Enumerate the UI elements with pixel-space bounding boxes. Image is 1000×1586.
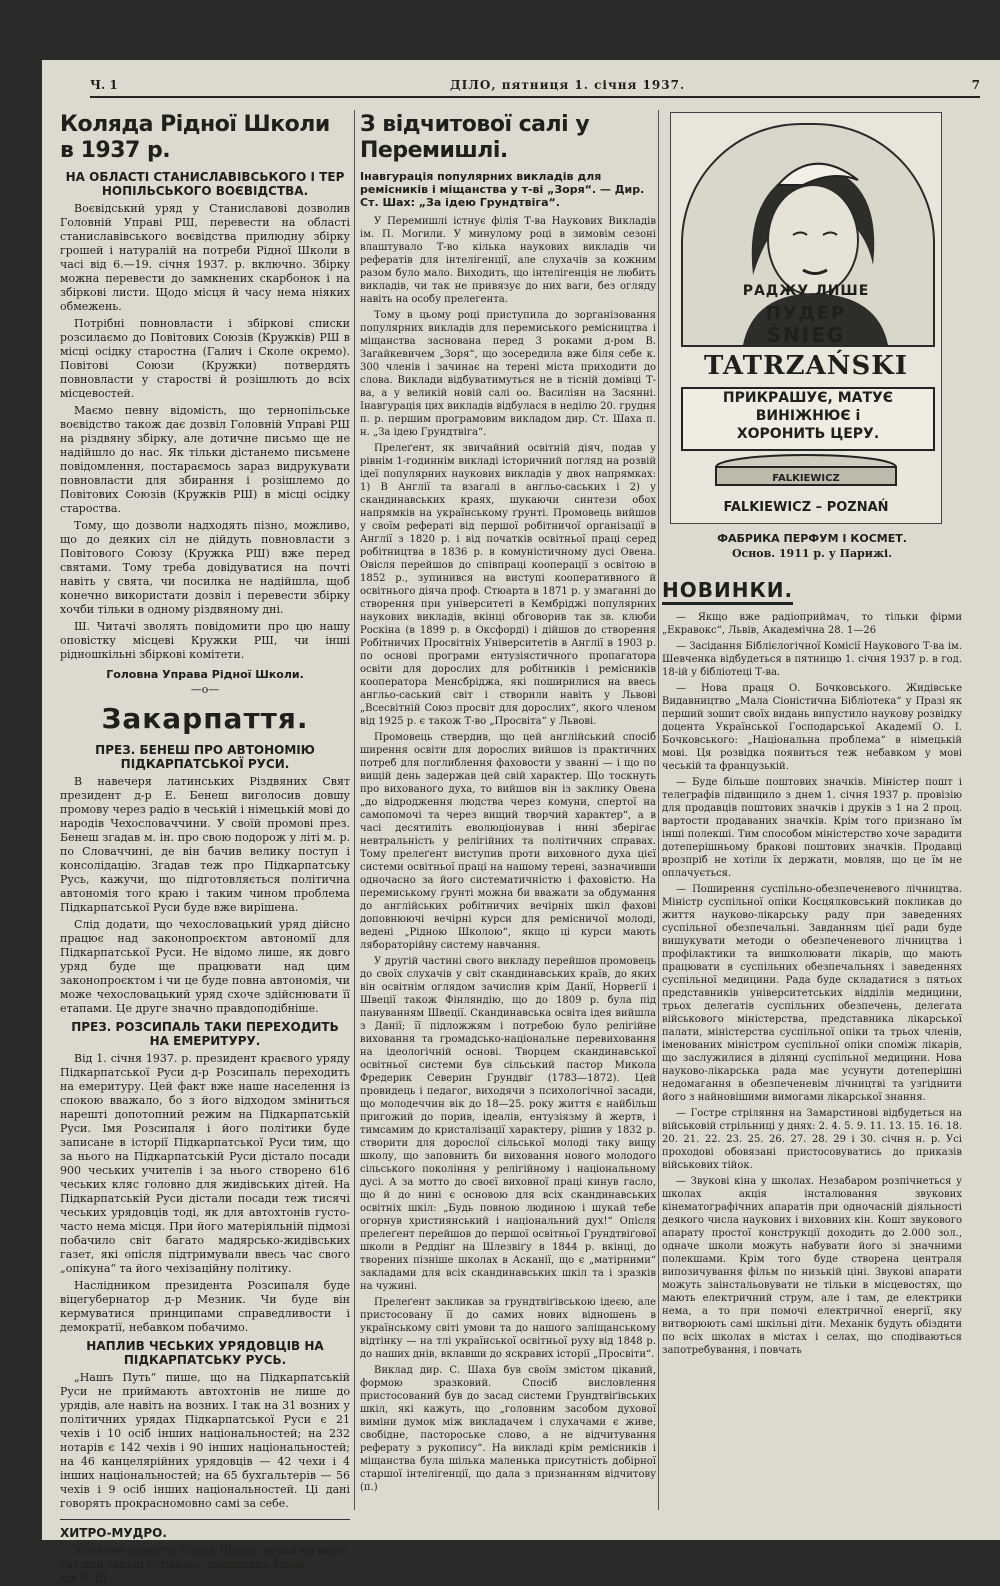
koliada-para: Воєвідський уряд у Станиславові дозволив Головній Управі РШ, перевести на області станиславівського воєвідства прилюдну збірку грошей і натуралій на потреби Рідної Школи в часі від 6.—19. січня 1937. р. включно. Збірку можна перевести до замкнених скарбонок і на збіркові листи. Щодо місця й часу нема ніяких обмежень. [60, 202, 350, 313]
ad-line-1: РАДЖУ ЛИШЕ [742, 283, 870, 299]
koliada-subtitle: НА ОБЛАСТІ СТАНИСЛАВІВСЬКОГО І ТЕР НОПІЛЬСЬКОГО ВОЄВІДСТВА. [65, 170, 345, 198]
column-divider-2 [658, 110, 659, 1510]
column-divider-1 [354, 110, 355, 1510]
ad-brand: TATRZAŃSKI [703, 351, 909, 381]
newspaper-page [42, 60, 1000, 1585]
ad-line-2: ПУДЕР [765, 303, 847, 324]
zak-heading-1: ПРЕЗ. БЕНЕШ ПРО АВТОНОМІЮ ПІДКАРПАТСЬКОЇ РУСИ. [95, 743, 315, 771]
issue-part: Ч. 1 [90, 78, 118, 92]
peremyshl-para: Тому в цьому році приступила до зорганізовання популярних викладів для перемиського ремісництва і міщанства заснована перед 3 роками д-ром В. Загайкевичем „Зоря“, що зосередила вже біля себе к. 300 членів і зачинає на терені міста приходити до слова. Виклади відбуватимуться не в тісній домівці Т-ва, а у великій новій салі оо. Василіян на Засянні. Інавгурація цих викладів відбулася в неділю 20. грудня п. р. першим програмовим викладом дир. Ст. Шаха п. н. „За ідею Грундтвіга“. [360, 310, 656, 438]
zak-heading-3: НАПЛИВ ЧЕСЬКИХ УРЯДОВЦІВ НА ПІДКАРПАТСЬКУ РУСЬ. [86, 1339, 324, 1367]
news-item: — Поширення суспільно-обезпеченевого лічництва. Міністр суспільної опіки Косцялковський покликав до життя науково-лікарську раду при заведеннях суспільної обезпечальні. Завданням цієї ради буде вишукувати методи о обезпеченевого лічництва і профілактики та вишколювати лікарів, що мають працювати в суспільних обезпечальнях і заведеннях суспільної медицини. Рада буде складатися з пятьох представників університетських відділів медицини, трьох делегатів суспільних обезпечень, делегата військового міністерства, представника лікарської палати, міністерства суспільної опіки та трьох членів, іменованих міністром суспільної опіки споміж лікарів, що заслужилися в ділянці суспільної медицини. Нова науково-лікарська рада має усунути дотеперішні недомагання в обезпеченевім лічництві та узгіднити його з найновішими вимогами лікарської знання. [662, 884, 962, 1103]
koliada-para: Маємо певну відомість, що тернопільське воєвідство також дає дозвіл Головній Управі РШ на різдвяну збірку, але дотичне письмо ще не надійшло до нас. Як тільки дістанемо письмене повідомлення, постараємось зараз видрукувати повновласти для збирання і розішлемо до Повітових Союзів (Кружків РШ) в місці осідку староства. [60, 404, 350, 515]
ad-slogan: ВИНІЖНЮЄ і [755, 408, 861, 424]
novynky-title: НОВИНКИ. [662, 578, 793, 605]
peremyshl-para: У Перемишлі істнує філія Т-ва Наукових Викладів ім. П. Могили. У минулому році в зимовім сезоні влаштувало Т-во кілька наукових викладів чи рефератів для інтелігенції, але слухачів за кожним разом було мало. Виходить, що інтелігенція не любить викладів, чи так не привязує до них ваги, без огляду навіть на особу прелегента. [360, 216, 656, 305]
powder-box-icon [711, 453, 901, 493]
peremyshl-title: З відчитової салі у Перемишлі. [360, 112, 590, 163]
column-right [662, 112, 962, 1360]
khytro-line: гає при закупі готівкою „правдивих бльок [60, 1558, 306, 1571]
ad-founded: Основ. 1911 р. у Парижі. [731, 547, 893, 560]
column-middle [360, 112, 656, 1497]
page-number: 7 [971, 78, 980, 92]
koliada-para: Тому, що дозволи надходять пізно, можливо, що до деяких сіл не дійдуть повновласти з Повітового Союзу (Кружка РШ) вже перед святами. Тому треба довідуватися на почті навіть у свята, чи посилка не надійшла, щоб конечно використати дозвіл і перевести збірку хочби тільки в одному різдвяному дні. [60, 519, 350, 616]
masthead-date: ДІЛО, пятниця 1. січня 1937. [450, 78, 686, 92]
section-separator: —o— [190, 683, 220, 696]
news-item: — Звукові кіна у школах. Незабаром розпічнеться у школах акція інсталювання звукових кінематографічних апаратів при одночасній діяльності деякого числа наукових і виховних кін. Кошт звукового апарату простої конструкції доходить до 2.000 зол., одначе школи можуть набувати його зі значними полекшами. Крім того буде створена централя випозичування фільм по низькій ціні. Звукові апарати можуть заінстальовувати не тільки в місцевостях, що мають електричний струм, але і там, де електрики нема, а то при помочі електричної енергії, яку витворюють самі шкільні діти. Механік будуть обізднти по всіх школах в містах і селах, що сподіваються запотребування, і повчать [662, 1176, 962, 1356]
news-item: — Буде більше поштових значків. Міністер пошт і телеграфів підвищило з днем 1. січня 1937 р. провізію для продавців поштових значків і друків з 1 на 2 проц. вартости продаваних значків. Крім того признано їм інші полекші. Тим способом міністерство хоче зарадити дотеперішньому бракові поштових значків. Продавці врозпріб не хотіли їх держати, мовляв, що це їм не оплачується. [662, 777, 962, 879]
peremyshl-para: Виклад дир. С. Шаха був своїм змістом цікавий, формою зразковий. Спосіб висловлення пристосований був до засад системи Грундтвіґівських шкіл, які кажуть, що „головним засобом духової виміни думок між викладачем і слухачами є живе, свобідне, пастороське слово, а не відчитування реферату з рукопису“. На викладі крім ремісників і міщанства була шілька маленька присутність добірної старшої інтелігенції, що дала з признанням відчитову (п.) [360, 1365, 656, 1493]
news-item: — Якщо вже радіоприймач, то тільки фірми „Екравокс“, Львів, Академічна 28. 1—26 [662, 612, 962, 636]
ad-box-label: FALKIEWICZ [772, 473, 840, 484]
column-left [60, 112, 350, 1586]
zakarpattia-title: Закарпаття. [101, 702, 309, 735]
zak-para: В навечеря латинських Різдвяних Свят президент д-р Е. Бенеш виголосив довшу промову через радіо в чеській і німецькій мові до народів Чехословаччини. У своїй промові през. Бенеш згадав м. ін. про свою подорож у літі м. р. по Словаччині, де він бачив велику поступ і консолідацію. Згадав теж про Підкарпатську Русь, кажучи, що підготовляється політична автономія того краю і таким чином проблема Підкарпатської Руси буде вже вирішена. [60, 775, 350, 914]
peremyshl-para: Промовець ствердив, що цей англійський спосіб ширення освіти для дорослих вийшов із практичних потреб для поглиблення фаховости у званні — і що по вищій день задержав цей свій характер. Що тоскнуть про вихованого духа, то вийшов він із заклику Овена „до відродження людства через комуни, спертої на самопомочі та через вищий творчий характер“, а в часі десятиліть еволюціонував і нині зберігає невтральність у релігійних та політичних справах. Тому прелеґент виступив проти виховного духа цієї системи освітньої праці на нашому терені, зазначивши одночасно за його систематичністю і фаховістю. На перемиському ґрунті можна би вважати за обдумання до англійських робітничих вечірніх шкіл фахові доповнюючі вечірні курси для ремісничої молоді, ведені „Рідною Школою“, якщо ці курси мають лябораторійну систему навчання. [360, 732, 656, 951]
divider [60, 1519, 350, 1520]
khytro-line: Хто хоче помогти Рідній Школі, нехай на мате [74, 1544, 346, 1557]
koliada-signature: Головна Управа Рідної Школи. [106, 668, 304, 681]
koliada-para: Потрібні повновласти і збіркові списки розсилаємо до Повітових Союзів (Кружків) РШ в місці осідку старостна (Галич і Сколе окремо). Повітові Союзи (Кружки) потвердять повновласти у старостві й розішлють до всіх місцевостей. [60, 317, 350, 400]
zak-para: Від 1. січня 1937. р. президент краєвого уряду Підкарпатської Руси д-р Розсипаль переходить на емеритуру. Цей факт вже наше населення із спокою вважало, бо з його відходом зміниться нарешті допотопний режим на Підкарпатській Руси. Імя Розсипаля і його політики буде записане в історії Підкарпатської Руси тим, що за нього на Підкарпатській Руси дістало посади 900 чеських учителів і за нього створено 616 чеських кляс головно для жидівських дітей. На Підкарпатській Руси дістали посади теж тисячі чеських урядовців тоді, як для автохтонів густо-часто нема місця. При його матеріяльній підмозі побачило світ багато мадярсько-жидівських газет, які опісля підтримували ввесь час свого „опікуна“ та його чехізаційну політику. [60, 1052, 350, 1275]
zak-para: Слід додати, що чехословацький уряд дійсно працює над законопроєктом автономії для Підкарпатської Руси. Не відомо лише, як довго уряд буде ще працювати над цим законопроєктом і чи це буде повна автономія, чи може чехословацький уряд схоче здійснювати її етапами. Це друге значно правдоподібніше. [60, 918, 350, 1015]
news-item: — Засідання Біблієлогічної Комісії Наукового Т-ва ім. Шевченка відбудеться в пятницю 1. січня 1937 р. в год. 18-ій у бібліотеці Т-ва. [662, 641, 962, 678]
page-header [90, 78, 980, 98]
zak-heading-2: ПРЕЗ. РОЗСИПАЛЬ ТАКИ ПЕРЕХОДИТЬ НА ЕМЕРИТУРУ. [71, 1020, 339, 1048]
koliada-para: Ш. Читачі зволять повідомити про цю нашу оповістку місцеві Кружки РШ, чи інші рідношкільні збіркові комітети. [60, 620, 350, 661]
zak-para: Наслідником президента Розсипаля буде віцегубернатор д-р Мезник. Чи буде він кермуватися принципами справедливости і демократії, небавком побачимо. [60, 1279, 350, 1334]
ad-slogan-box [681, 387, 935, 451]
zak-para: „Нашъ Путь“ пише, що на Підкарпатській Руси не приймають автохтонів не лише до урядів, але навіть на возних. І так на 31 возних у політичних урядах Підкарпатської Руси є 21 чехів і 10 осіб інших національностей; на 232 нотарів є 142 чехів і 90 інших національностей; на 46 канцелярійних урядовців — 42 чехи і 4 інших національностей; на 65 бухгальтерів — 56 чехів і 9 осіб інших національностей. Ці дані говорять прокрасномовно самі за себе. [60, 1371, 350, 1510]
news-item: — Нова праця О. Бочковського. Жидівське Видавництво „Мала Сіоністична Бібліотека“ у Празі як перший зошит своїх видань випустило наукову розвідку доцента Української Господарської Академії О. І. Бочковського: „Національна проблема“ в німецькій мові. Ця розвідка появиться теж небавком у мові чеській та французькій. [662, 683, 962, 772]
ad-line-3: ŚNIEG [766, 323, 846, 347]
peremyshl-para: Прелеґент, як звичайний освітній діяч, подав у рівнім 1-годиннім викладі історичний погляд на розвій ідеї популярних наукових викладів у двох напрямках: 1) В Англії та взагалі в англьо-саських і 2) у скандинавських краях, шукаючи синтези обох напрямків на українському ґрунті. Промовець вийшов у своїм рефераті від першої робітничої організації в Англії з 1820 р. і від початків освітньої праці серед робітництва в 1836 р. в комуністичному дусі Овена. Овісля перейшов до співпраці кооперації з освітою в 1852 р., зупинився на виступі кооперативного й освітнього діяча проф. Стюарта в 1871 р. у змаганні до створення при університеті в Кембріджі популярних наукових викладів, вкінці обговорив так зв. клюби Роскіна (в 1899 р. в Оксфорді) і дійшов до створення Робітничих Просвітніх Університетів в Англії в 1903 р. по основі програми ентузіястичного пропагатора освіти для дорослих для робітників і ремісників кооператора Менсбріджа, які поширилися на ввесь англьо-саський світ і створили навіть у Львові „Всесвітній Союз просвіт для дорослих“, якого членом від 1925 р. є також Т-во „Просвіта“ у Львові. [360, 443, 656, 727]
ad-footer: FALKIEWICZ – POZNAŃ [723, 500, 889, 515]
khytro-line: ків Р. Ш.“ [60, 1572, 117, 1585]
ad-slogan: ХОРОНИТЬ ЦЕРУ. [736, 426, 880, 442]
news-item: — Гостре стріляння на Замарстинові відбудеться на військовій стрільниці у днях: 2. 4. 5. 9. 11. 13. 15. 16. 18. 20. 21. 22. 23. 25. 26. 27. 28. 29 і 30. січня н. р. Усі проходові обовязані пристосовуватись до приказів військових тійок. [662, 1108, 962, 1171]
advertisement [670, 112, 942, 524]
koliada-title: Коляда Рідної Школи в 1937 р. [60, 112, 330, 163]
khytro-title: ХИТРО-МУДРО. [60, 1526, 167, 1540]
peremyshl-para: Прелеґент закликав за грундтвіґівською ідеєю, але пристосовану її до самих нових відношень в українському світі умови та до нашого заліщанському відтінку — на тлі української освітньої руху від 1848 р. до наших днів, вклавши до яскравих історії „Просвіти“. [360, 1297, 656, 1360]
ad-slogan: ПРИКРАШУЄ, МАТУЄ [722, 390, 894, 406]
peremyshl-lead: Інавгурація популярних викладів для ремісників і міщанства у т-ві „Зоря“. — Дир. Ст. Шах: „За ідею Грундтвіга“. [360, 170, 645, 209]
peremyshl-para: У другій частині свого викладу перейшов промовець до своїх слухачів у світ скандинавських країв, до яких він освітнім оглядом зачислив крім Данії, Норвегії і Швеції також Фінляндію, що до 1809 р. була під пануванням Швеції. Скандинавська освіта ідея вийшла з Данії; її підложжям і потребою було релігійне виховання та громадсько-національне перевиховання на ідеологічній основі. Творцем скандинавської освітньої системи був сільський пастор Микола Фредерик Северин Грундвіґ (1783—1872). Цей провидець і педагог, виходячи з психологічної засади, що молодеччин вік до 18—25. року життя є найбільш пригожий до порив, ідеалів, ентузіязму й жертв, і тимсамим до кристалізації характеру, рішив у 1832 р. створити для дорослої сільської молоді таку вищу школу, що заповнить би виховання нового молодого сільського покоління у релігійному і національному дусі. А за мотто до своєї виховної праці кинув гасло, що й до нині є основою для всіх скандинавських освітніх шкіл: „Будь повною людиною і шукай тебе огорнув християнський і національний дух!“ Опісля прелеґент перейшов до першої освітньої Грундтвіґової школи в Реддінґ на Шлезвіґу в 1844 р. вкінці, до творених пізніше школах в Асканії, що є „матірними“ закладами для всіх скандинавських шкіл та і зразків на чужині. [360, 956, 656, 1292]
ad-company: ФАБРИКА ПЕРФУМ І КОСМЕТ. [717, 532, 907, 545]
